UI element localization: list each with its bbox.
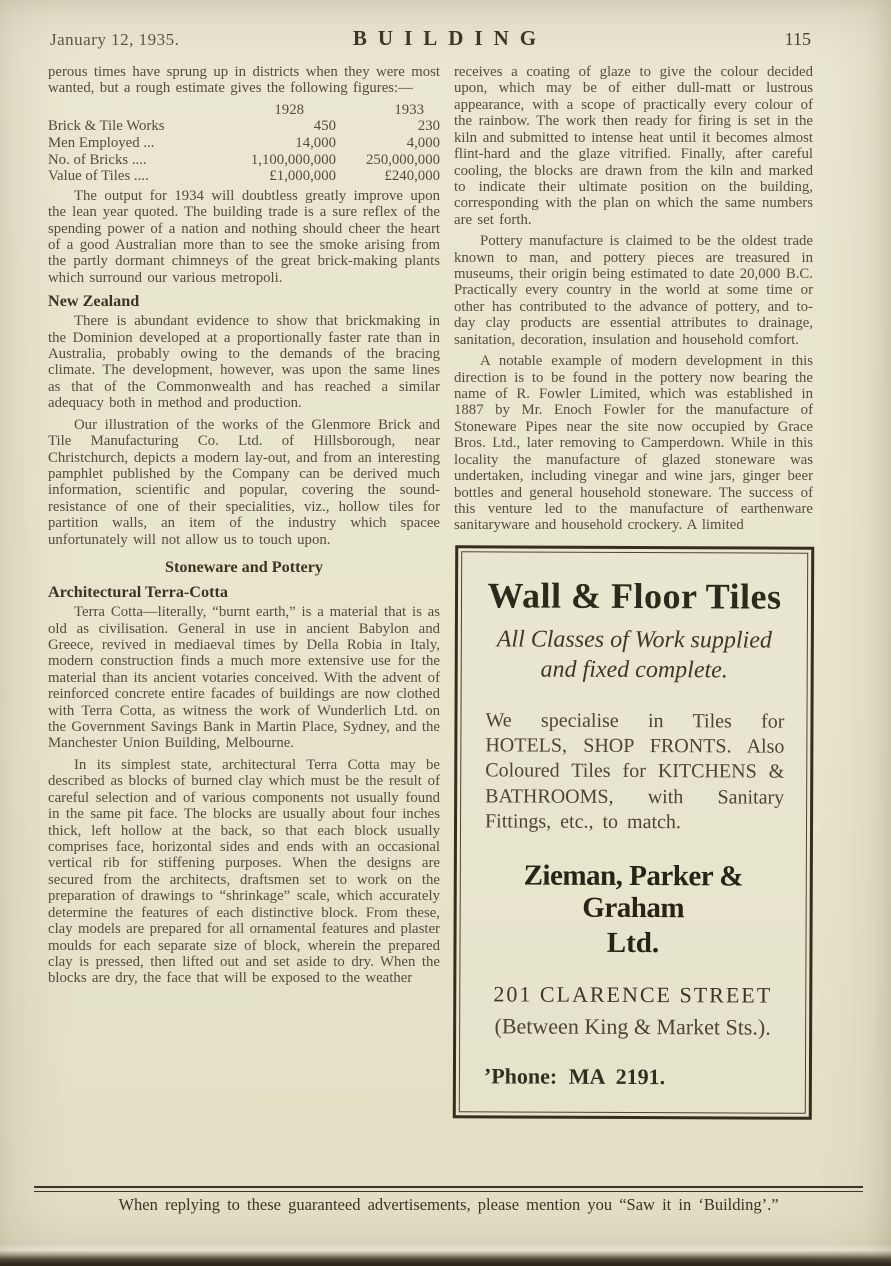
ad-body-text: We specialise in Tiles for HOTELS, SHOP FRONTS. Also Coloured Tiles for KITCHENS & BATHROOMS, with Sanitary Fittings, etc., to match. [484, 709, 785, 833]
page-header [50, 26, 839, 51]
table-cell-1933: 250,000,000 [366, 151, 440, 168]
table-row [48, 135, 440, 152]
ad-address-line-2: (Between King & Market Sts.). [494, 1012, 771, 1040]
table-row [48, 152, 440, 169]
table-cell-1933: 4,000 [406, 134, 440, 151]
table-year-1928: 1928 [274, 101, 304, 118]
ad-tagline: All Classes of Work supplied and fixed complete. [496, 626, 772, 684]
table-row-label: Brick & Tile Works [48, 118, 165, 135]
ad-title: Wall & Floor Tiles [487, 575, 782, 617]
table-row [48, 118, 440, 135]
glenmore-paragraph: Our illustration of the works of the Glenmore Brick and Tile Manufacturing Co. Ltd. of Hillsborough, near Christchurch, depicts a modern lay-out, and from an interesting pamphlet published by the Company can be derived much information, scientific and popular, covering the sound-resistance of one of their specialities, viz., hollow tiles for partition walls, an item of the industry which spacee unfortunately will not allow us to touch upon. [48, 416, 440, 548]
advertisement-box [453, 545, 814, 1119]
ad-phone-number: ’Phone: MA 2191. [483, 1062, 666, 1089]
ad-company-suffix: Ltd. [606, 926, 660, 959]
terracotta-paragraph: Terra Cotta—literally, “burnt earth,” is a material that is as old as civilisation. General in use in ancient Babylon and Greece, revived in mediaeval times by Della Robia in Italy, modern construction finds a much more extensive use for the material than its ancient votaries conceived. With the advent of reinforced concrete entire facades of buildings are now clothed with Terra Cotta, as witness the work of Wunderlich Ltd. on the Government Savings Bank in Martin Place, Sydney, and the Manchester Union Building, Melbourne. [48, 604, 440, 752]
left-column [48, 64, 440, 1119]
table-cell-1928: 14,000 [295, 134, 336, 151]
intro-paragraph: perous times have sprung up in districts when they were most wanted, but a rough estimate gives the following figures:— [48, 64, 440, 97]
issue-date: January 12, 1935. [50, 30, 180, 49]
table-cell-1928: 1,100,000,000 [250, 151, 336, 168]
table-year-1933: 1933 [394, 101, 424, 118]
footer-notice: When replying to these guaranteed advertisements, please mention you “Saw it in ‘Building’.” [118, 1195, 779, 1214]
table-row-label: Men Employed ... [48, 134, 155, 151]
statistics-table [48, 102, 440, 185]
footer-rule [34, 1186, 863, 1192]
fowler-paragraph: A notable example of modern development in this direction is to be found in the pottery now bearing the name of R. Fowler Limited, which was established in 1887 by Mr. Enoch Fowler for the manufacture of Stoneware Pipes near the site now occupied by Grace Bros. Ltd., later removing to Camperdown. While in this locality the manufacture of glazed stoneware was undertaken, including vinegar and wine jars, ginger beer bottles and general household stoneware. The success of this venture led to the manufacture of earthenware sanitaryware and household crockery. A limited [454, 353, 813, 534]
table-row [48, 168, 440, 185]
article-body [48, 64, 813, 1119]
section-heading-terracotta: Architectural Terra-Cotta [48, 583, 228, 602]
ad-address-line-1: 201 CLARENCE STREET [493, 980, 773, 1008]
right-column [454, 64, 813, 1119]
process-paragraph: In its simplest state, architectural Terra Cotta may be described as blocks of burned clay which must be the result of careful selection and of various components not usually found in the same pit face. The blocks are usually about four inches thick, left hollow at the back, so that each block usually comprises face, horizontal sides and ends with an occasional vertical rib for stiffening purposes. When the designs are secured from the architects, draftsmen set to work on the preparation of drawings to “shrinkage” scale, which accurately determine the features of each distinctive block. From these, clay models are prepared for all ornamental features and plaster moulds for each separate size of block, wherein the prepared clay is pressed, then lifted out and set aside to dry. When the blocks are dry, the face that will be exposed to the weather [48, 756, 440, 987]
scan-edge-artifact [0, 1244, 891, 1266]
ad-company-name: Zieman, Parker & Graham [523, 859, 744, 924]
pottery-paragraph: Pottery manufacture is claimed to be the oldest trade known to man, and pottery pieces are treasured in museums, their origin being estimated to date 20,000 B.C. Practically every country in the world at some time or other has contributed to the advance of pottery, and to-day clay products are essential attributes to drainage, sanitation, decoration, insulation and household comfort. [454, 233, 813, 348]
masthead-title: BUILDING [352, 26, 548, 50]
table-row-label: No. of Bricks .... [48, 151, 147, 168]
table-row-label: Value of Tiles .... [48, 168, 149, 185]
section-heading-stoneware-pottery: Stoneware and Pottery [165, 558, 323, 577]
page-number: 115 [784, 29, 811, 49]
table-cell-1928: 450 [313, 118, 336, 135]
advertisement-inner-border [459, 551, 808, 1113]
table-cell-1933: 230 [417, 118, 440, 135]
new-zealand-paragraph: There is abundant evidence to show that brickmaking in the Dominion developed at a proportionally faster rate than in Australia, probably owing to the demands of the bracing climate. The development, however, was upon the same lines as that of the Commonwealth and has reached a similar adequacy both in method and production. [48, 313, 440, 412]
glaze-paragraph: receives a coating of glaze to give the colour decided upon, which may be of either dull-matt or lustrous appearance, with a scope of practically every colour of the rainbow. The work then ready for firing is set in the kiln and submitted to intense heat until it becomes almost flint-hard and the glaze vitrified. Finally, after careful cooling, the blocks are drawn from the kiln and marked to indicate their ultimate position on the building, corresponding with the plan on which the same numbers are set forth. [454, 64, 813, 228]
table-cell-1928: £1,000,000 [269, 168, 336, 185]
table-cell-1933: £240,000 [384, 168, 440, 185]
table-header-row [48, 102, 440, 119]
table-header-spacer [48, 102, 166, 119]
page-footer [34, 1186, 863, 1215]
section-heading-new-zealand: New Zealand [48, 292, 140, 311]
output-paragraph: The output for 1934 will doubtless greatly improve upon the lean year quoted. The building trade is a sure reflex of the spending power of a nation and nothing should cheer the heart of a good Australian more than to see the smoke arising from the partly dormant chimneys of the great brick-making plants which surround our various metropoli. [48, 187, 440, 286]
